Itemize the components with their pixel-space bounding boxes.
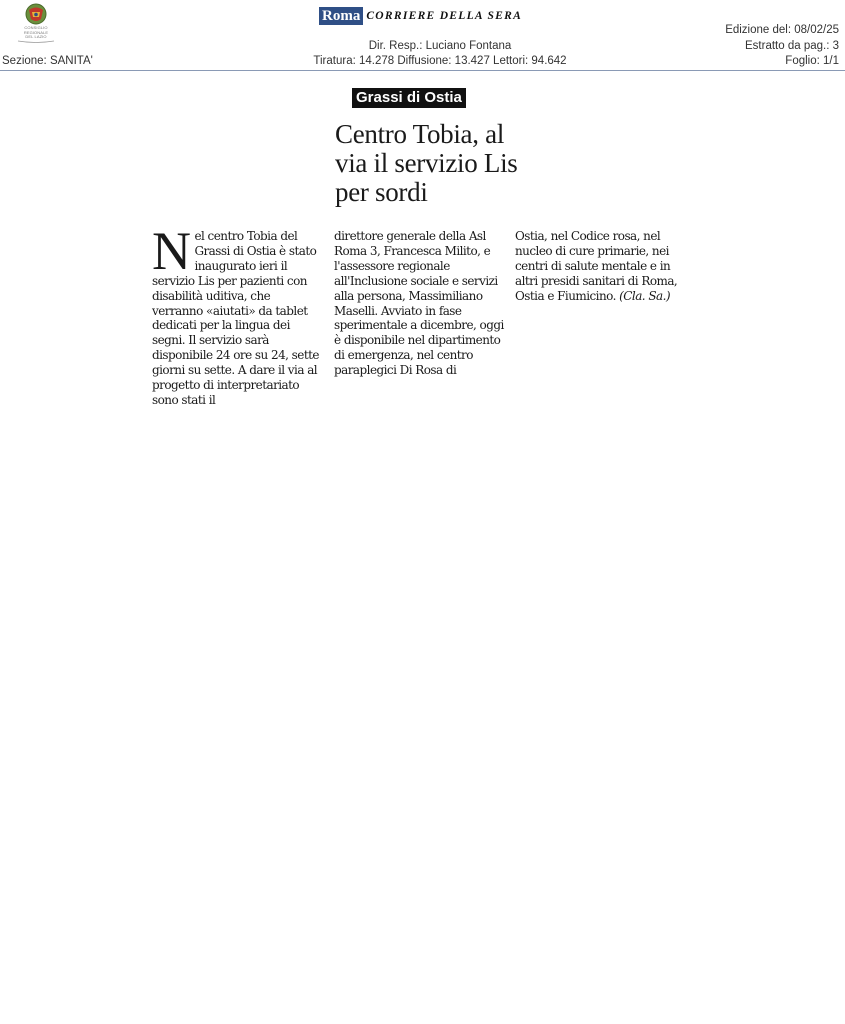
logo-caption [14,26,58,40]
edition-date: Edizione del: 08/02/25 [725,24,839,36]
sheet-number: Foglio: 1/1 [785,55,839,67]
logo-underline-icon [16,40,56,44]
header-divider [0,70,845,71]
column-3-text: Ostia, nel Codice rosa, nel nucleo di cure primarie, nei centri di salute mentale e in altri presidi sanitari di Roma, Ostia e Fiumicino. [515,229,678,303]
article-column-3 [515,229,685,304]
article-column-2 [334,229,504,378]
article-headline: Centro Tobia, al via il servizio Lis per sordi [335,119,518,207]
logo-line-2: REGIONALE [23,29,49,35]
edition-badge: Roma [319,7,363,25]
logo-line-1: CONSIGLIO [24,25,48,30]
circulation-line: Tiratura: 14.278 Diffusione: 13.427 Lettori: 94.642 [313,55,567,67]
article-column-1 [152,221,322,408]
column-2-text: direttore generale della Asl Roma 3, Francesca Milito, e l'assessore regionale all'Inclusione sociale e servizi alla persona, Massimiliano Maselli. Avviato in fase sperimentale a dicembre, oggi è disponibile nel dipartimento di emergenza, nel centro paraplegici Di Rosa di [334,229,504,378]
section-label: Sezione: SANITA' [2,55,93,67]
director-line: Dir. Resp.: Luciano Fontana [368,40,512,52]
author-signature: (Cla. Sa.) [619,288,670,303]
newspaper-masthead [319,7,522,25]
regional-emblem-icon [24,2,48,26]
article-kicker: Grassi di Ostia [352,88,466,108]
newspaper-name: CORRIERE DELLA SERA [366,10,523,22]
column-1-text: el centro Tobia del Grassi di Ostia è stato inaugurato ieri il servizio Lis per pazienti con disabilità uditiva, che verranno «aiutati» da tablet dedicati per la lingua dei segni. Il servizio sarà disponibile 24 ore su 24, sette giorni su sette. A dare il via al progetto di interpretariato sono stati il [152,229,319,407]
drop-cap: N [152,221,191,281]
consiglio-regionale-logo [14,2,58,44]
page-extract: Estratto da pag.: 3 [745,40,839,52]
logo-line-3: DEL LAZIO [25,34,47,39]
